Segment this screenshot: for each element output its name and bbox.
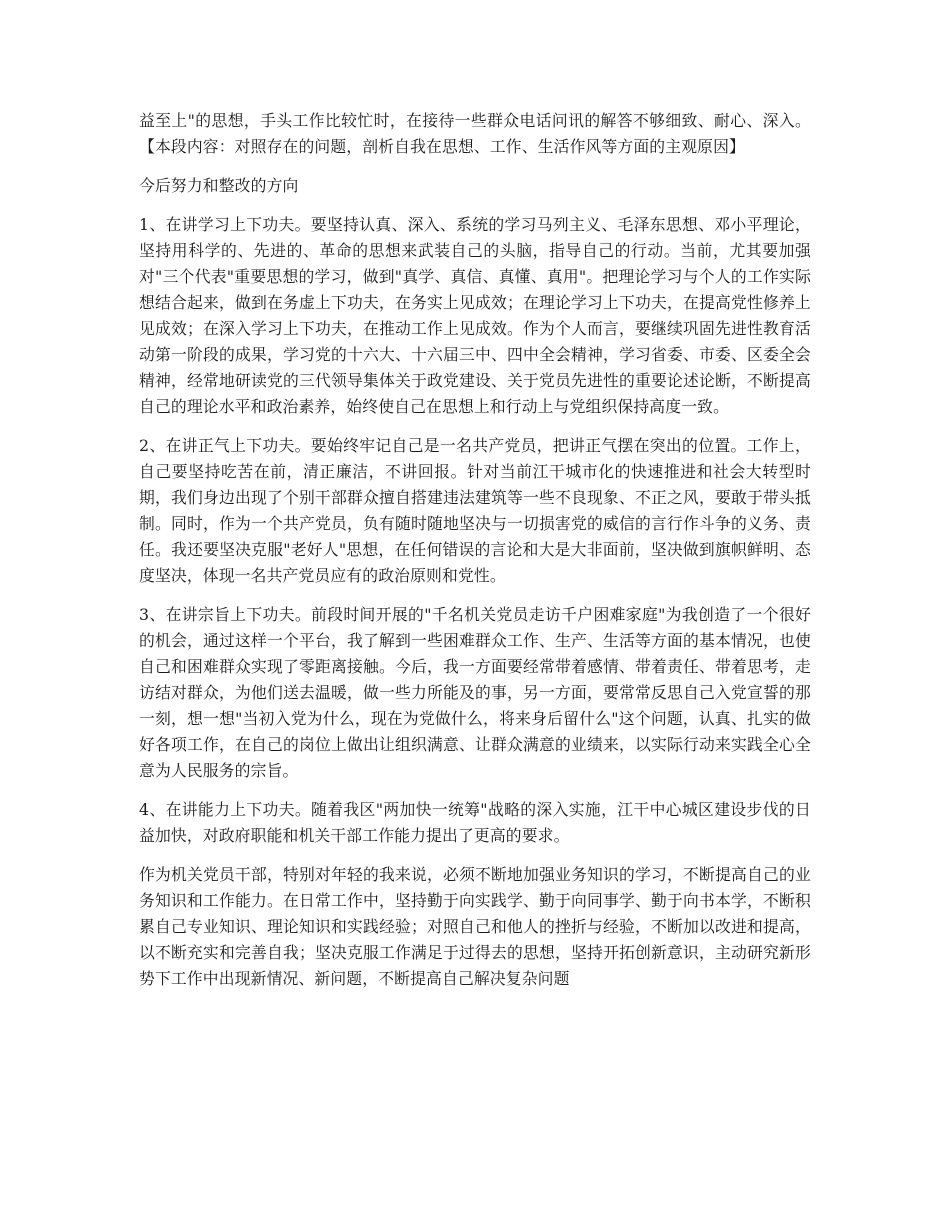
paragraph-ability: 4、在讲能力上下功夫。随着我区"两加快一统筹"战略的深入实施，江干中心城区建设步伐的日益加快，对政府职能和机关干部工作能力提出了更高的要求。 (139, 800, 811, 845)
paragraph-study: 1、在讲学习上下功夫。要坚持认真、深入、系统的学习马列主义、毛泽东思想、邓小平理论，坚持用科学的、先进的、革命的思想来武装自己的头脑，指导自己的行动。当前，尤其要加强对"三个代表"重要思想的学习，做到"真学、真信、真懂、真用"。把理论学习与个人的工作实际想结合起来，做到在务虚上下功夫，在务实上见成效；在理论学习上下功夫，在提高党性修养上见成效；在深入学习上下功夫，在推动工作上见成效。作为个人而言，要继续巩固先进性教育活动第一阶段的成果，学习党的十六大、十六届三中、四中全会精神，学习省委、市委、区委全会精神，经常地研读党的三代领导集体关于政党建设、关于党员先进性的重要论述论断，不断提高自己的理论水平和政治素养，始终使自己在思想上和行动上与党组织保持高度一致。 (139, 215, 811, 416)
document-body (139, 108, 811, 1005)
section-heading: 今后努力和整改的方向 (139, 176, 299, 195)
paragraph-integrity: 2、在讲正气上下功夫。要始终牢记自己是一名共产党员，把讲正气摆在突出的位置。工作上，自己要坚持吃苦在前，清正廉洁，不讲回报。针对当前江干城市化的快速推进和社会大转型时期，我们身边出现了个别干部群众擅自搭建违法建筑等一些不良现象、不正之风，要敢于带头抵制。同时，作为一个共产党员，负有随时随地坚决与一切损害党的威信的言行作斗争的义务、责任。我还要坚决克服"老好人"思想，在任何错误的言论和大是大非面前，坚决做到旗帜鲜明、态度坚决，体现一名共产党员应有的政治原则和党性。 (139, 436, 811, 585)
paragraph-cadre: 作为机关党员干部，特别对年轻的我来说，必须不断地加强业务知识的学习，不断提高自己的业务知识和工作能力。在日常工作中，坚持勤于向实践学、勤于向同事学、勤于向书本学，不断积累自己专业知识、理论知识和实践经验；对照自己和他人的挫折与经验，不断加以改进和提高，以不断充实和完善自我；坚决克服工作满足于过得去的思想，坚持开拓创新意识，主动研究新形势下工作中出现新情况、新问题，不断提高自己解决复杂问题 (139, 865, 811, 988)
paragraph-purpose: 3、在讲宗旨上下功夫。前段时间开展的"千名机关党员走访千户困难家庭"为我创造了一个很好的机会，通过这样一个平台，我了解到一些困难群众工作、生产、生活等方面的基本情况，也使自己和困难群众实现了零距离接触。今后，我一方面要经常带着感情、带着责任、带着思考，走访结对群众，为他们送去温暖，做一些力所能及的事，另一方面，要常常反思自己入党宣誓的那一刻，想一想"当初入党为什么，现在为党做什么，将来身后留什么"这个问题，认真、扎实的做好各项工作，在自己的岗位上做出让组织满意、让群众满意的业绩来，以实际行动来实践全心全意为人民服务的宗旨。 (139, 605, 811, 780)
paragraph-continuation: 益至上"的思想，手头工作比较忙时，在接待一些群众电话问讯的解答不够细致、耐心、深入。【本段内容：对照存在的问题，剖析自我在思想、工作、生活作风等方面的主观原因】 (139, 111, 811, 156)
